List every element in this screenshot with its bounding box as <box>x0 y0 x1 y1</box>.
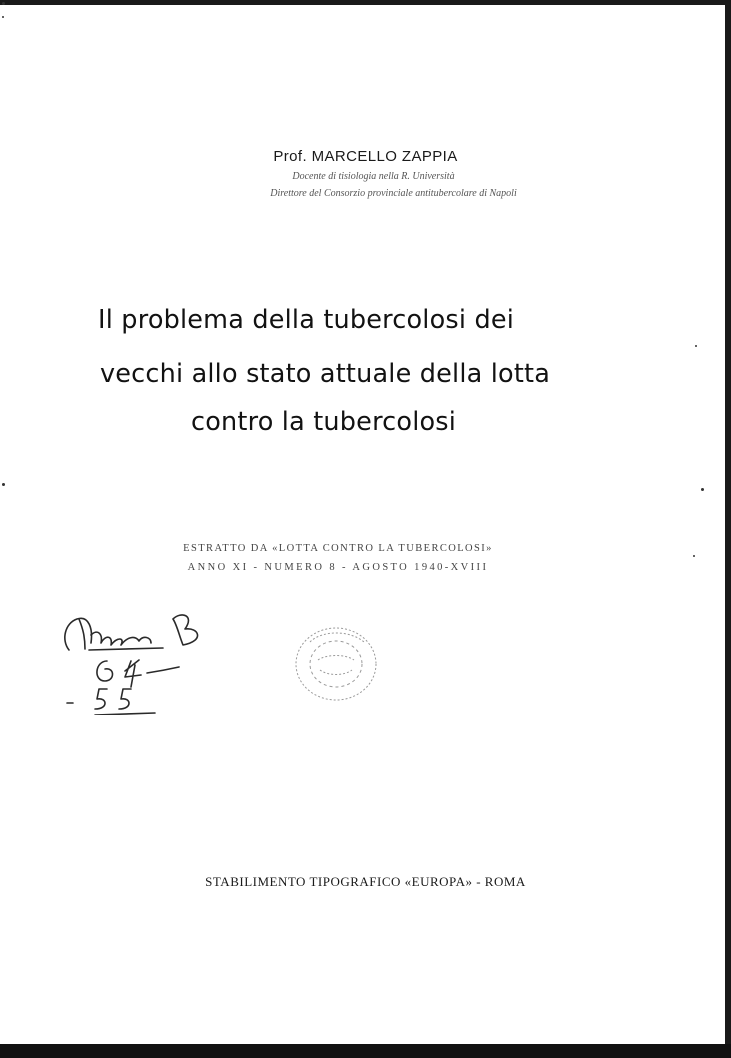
handwritten-stroke <box>89 648 163 650</box>
publisher-imprint: STABILIMENTO TIPOGRAFICO «EUROPA» - ROMA <box>205 874 526 889</box>
handwritten-stroke <box>97 661 113 681</box>
stamp-outer-ring <box>296 628 376 700</box>
scan-border-bottom <box>0 1044 731 1058</box>
author-name: Prof. MARCELLO ZAPPIA <box>273 148 458 165</box>
scan-speck <box>701 488 704 491</box>
document-title-line: contro la tubercolosi <box>191 407 457 437</box>
scan-border-top <box>0 0 731 5</box>
scan-speck <box>2 16 4 18</box>
handwritten-stroke <box>125 660 141 687</box>
scan-speck <box>2 483 5 486</box>
handwritten-stroke <box>91 632 151 645</box>
handwritten-stroke <box>119 689 131 709</box>
handwritten-stroke <box>65 618 92 650</box>
extract-source-line: ESTRATTO DA «LOTTA CONTRO LA TUBERCOLOSI» <box>183 543 493 554</box>
scan-speck <box>695 345 697 347</box>
handwritten-stroke <box>147 667 179 673</box>
stamp-emblem-line <box>318 656 354 675</box>
document-title-line: vecchi allo stato attuale della lotta <box>100 359 551 389</box>
handwritten-stroke <box>173 615 198 645</box>
scan-speck <box>693 555 695 557</box>
scan-speck <box>2 2 5 5</box>
author-affiliation-line: Direttore del Consorzio provinciale antitubercolare di Napoli <box>270 188 517 199</box>
library-stamp <box>288 620 388 712</box>
handwritten-stroke <box>95 689 107 709</box>
extract-issue-line: ANNO XI - NUMERO 8 - AGOSTO 1940-XVIII <box>187 562 489 573</box>
handwritten-stroke <box>95 713 155 715</box>
handwritten-shelfmark <box>55 605 225 715</box>
author-affiliation-line: Docente di tisiologia nella R. Università <box>292 171 455 182</box>
stamp-inner-ring <box>310 641 362 687</box>
document-title-line: Il problema della tubercolosi dei <box>98 305 515 335</box>
